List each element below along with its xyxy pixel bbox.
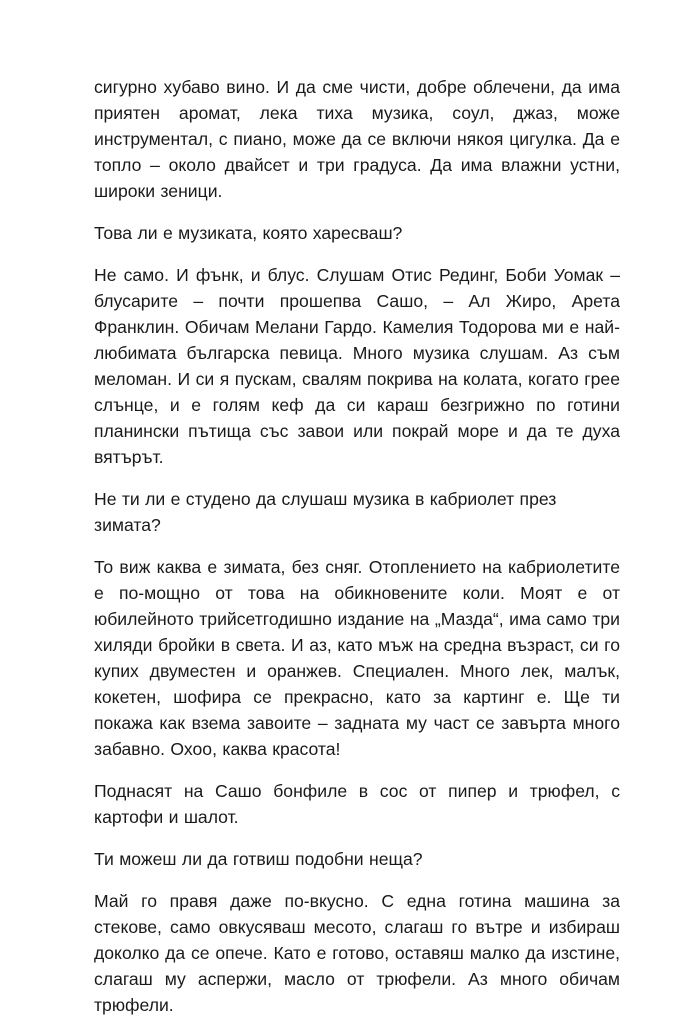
paragraph-5: Май го правя даже по-вкусно. С една готина машина за стекове, само овкусяваш месото, слагаш го вътре и избираш доколко да се опече. Като е готово, оставяш малко да изстине, слагаш му аспержи, масло от трюфели. Аз много обичам трюфели. (94, 891, 620, 1015)
question-2: Не ти ли е студено да слушаш музика в кабриолет през зимата? (94, 489, 557, 535)
paragraph-1: сигурно хубаво вино. И да сме чисти, добре облечени, да има приятен аромат, лека тиха музика, соул, джаз, може инструментал, с пиано, може да се включи някоя цигулка. Да е топло – около двайсет и три градуса. Да има влажни устни, широки зеници. (94, 77, 620, 201)
paragraph-4: Поднасят на Сашо бонфиле в сос от пипер и трюфел, с картофи и шалот. (94, 781, 620, 827)
question-1: Това ли е музиката, която харесваш? (94, 223, 403, 243)
question-3: Ти можеш ли да готвиш подобни неща? (94, 849, 423, 869)
paragraph-3: То виж каква е зимата, без сняг. Отоплението на кабриолетите е по-мощно от това на обикновените коли. Моят е от юбилейното трийсетгодишно издание на „Мазда“, има само три хиляди бройки в света. И аз, като мъж на средна възраст, си го купих двуместен и оранжев. Специален. Много лек, малък, кокетен, шофира се прекрасно, като за картинг е. Ще ти покажа как взема завоите – задната му част се завърта много забавно. Охоо, каква красота! (94, 557, 620, 759)
paragraph-2: Не само. И фънк, и блус. Слушам Отис Рединг, Боби Уомак – блусарите – почти прошепва Сашо, – Ал Жиро, Арета Франклин. Обичам Мелани Гардо. Камелия Тодорова ми е най-любимата българска певица. Много музика слушам. Аз съм меломан. И си я пускам, свалям покрива на колата, когато грее слънце, и е голям кеф да си караш безгрижно по готини планински пътища със завои или покрай море и да те духа вятърът. (94, 265, 620, 467)
article-body (94, 74, 620, 1034)
